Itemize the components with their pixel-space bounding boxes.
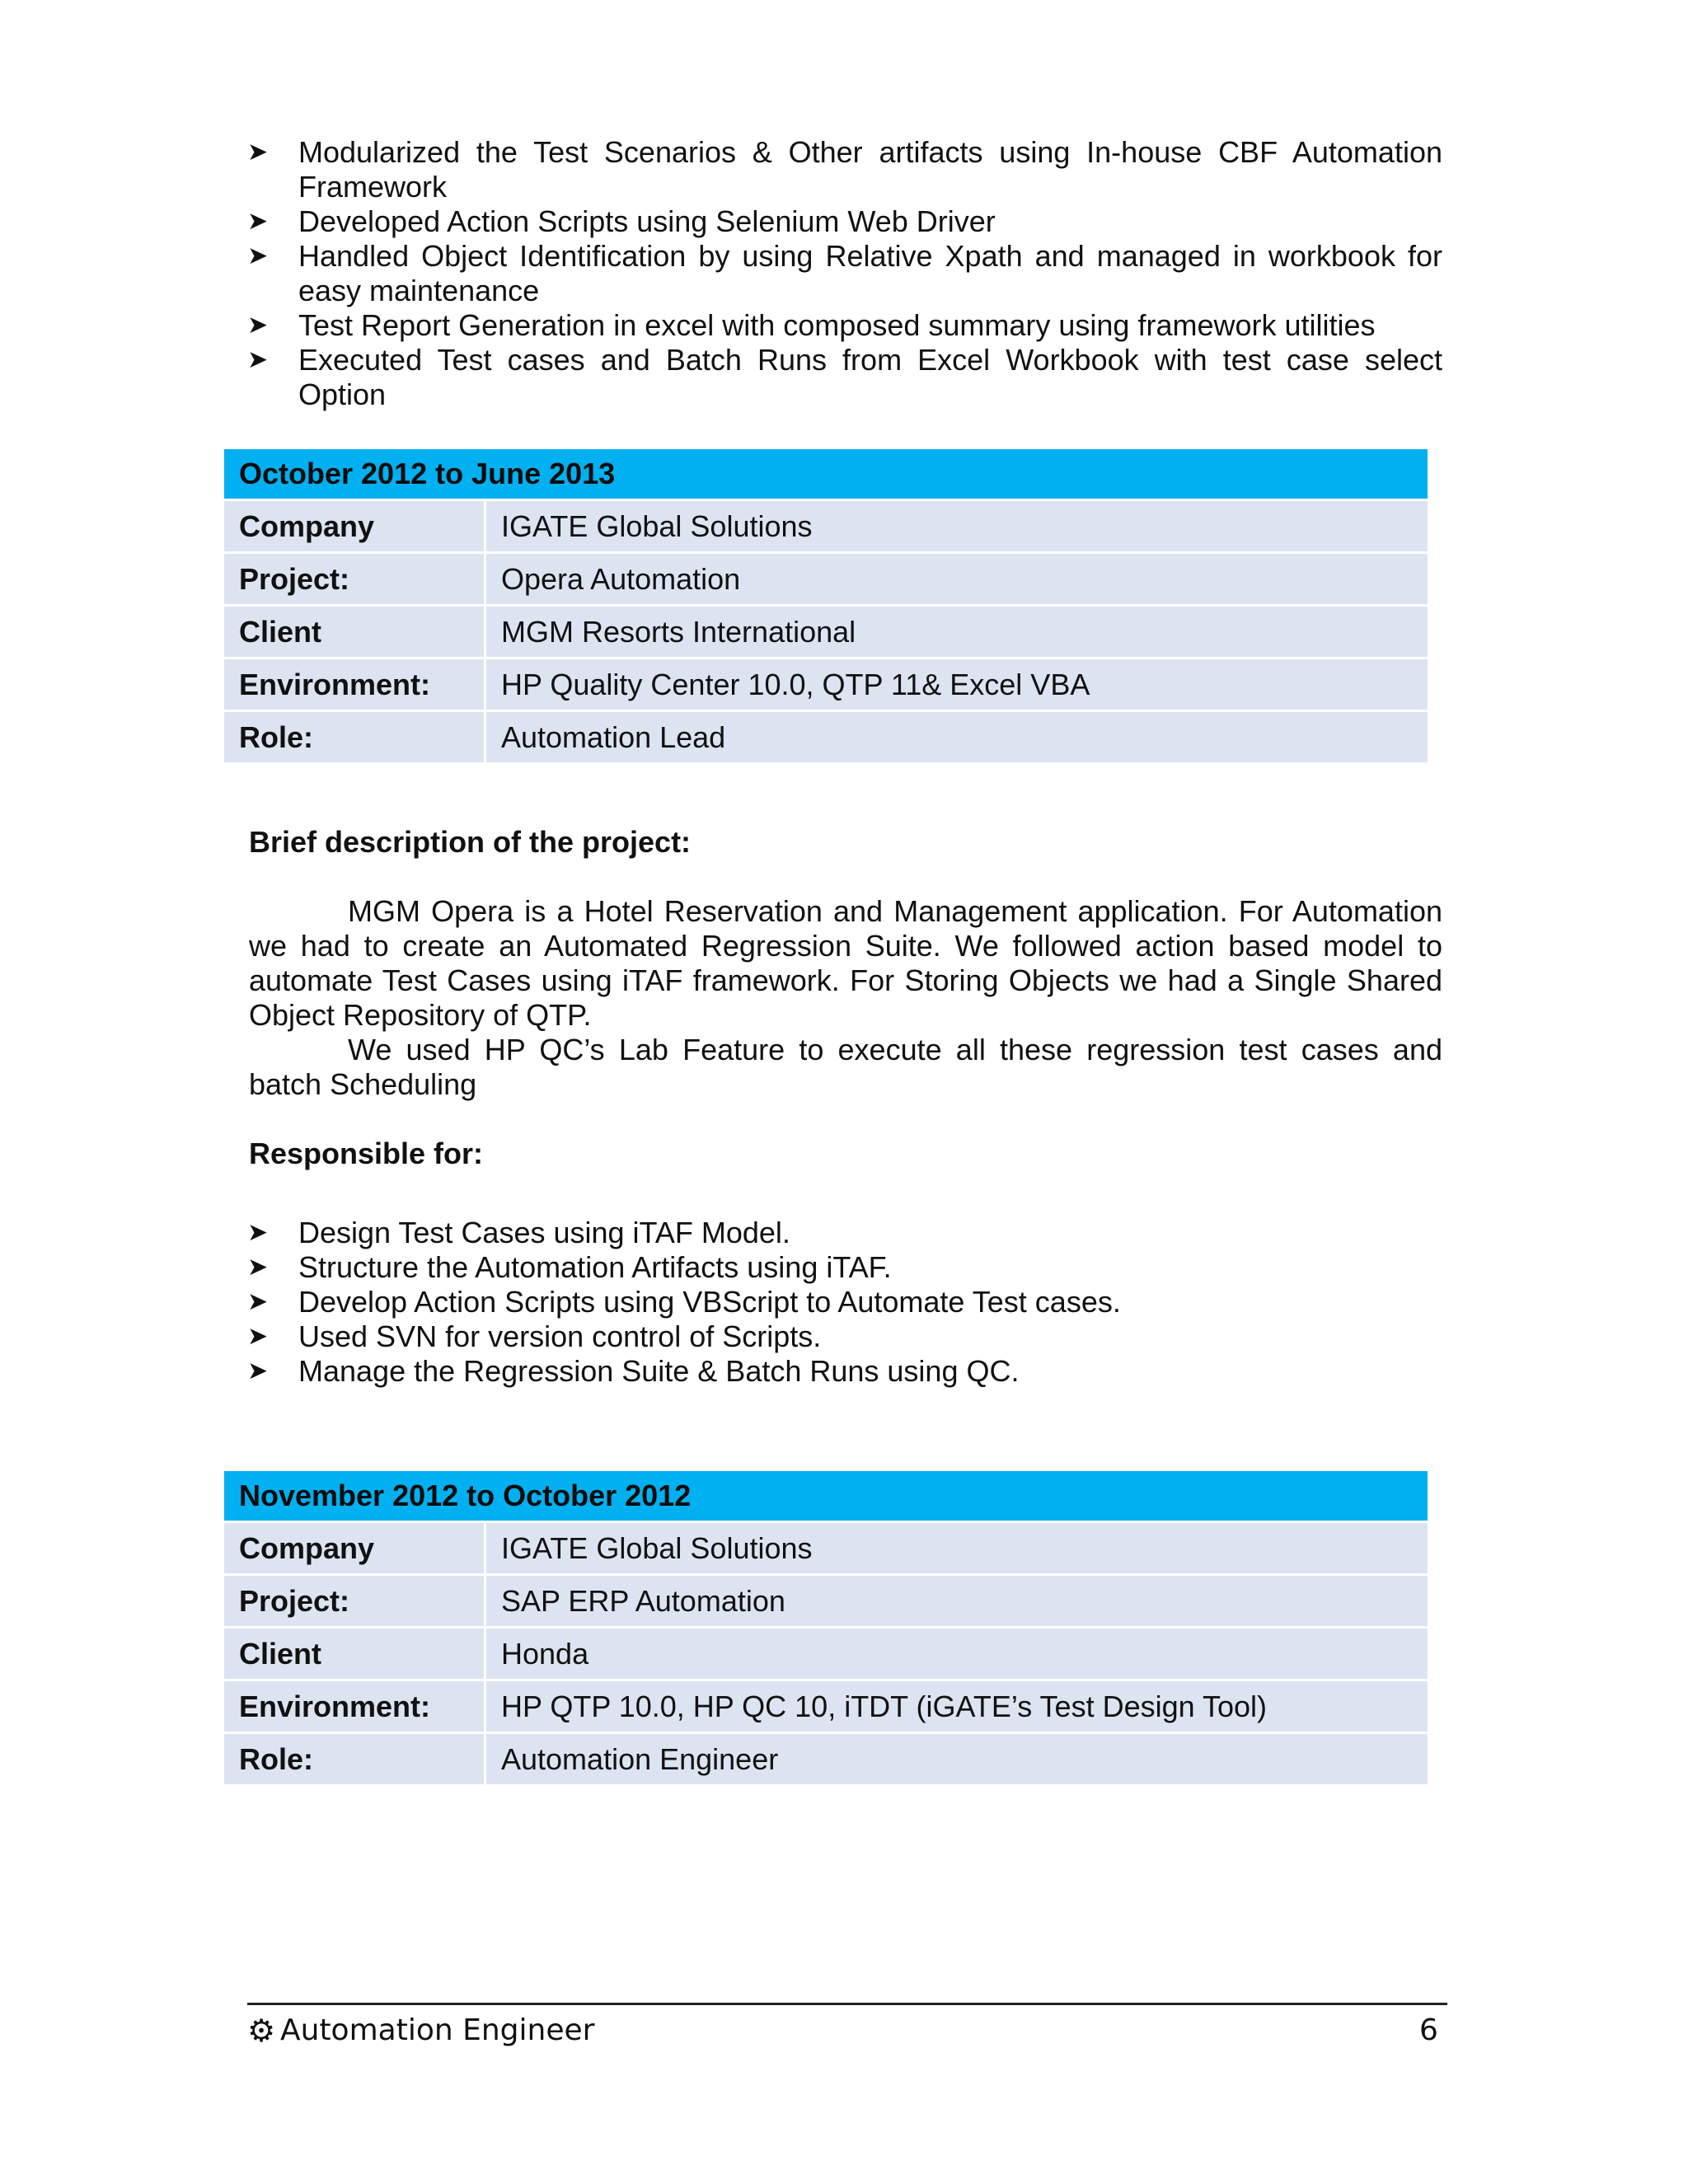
footer-title: ⚙ Automation Engineer bbox=[247, 2013, 595, 2049]
arrow-bullet-icon: ➤ bbox=[247, 1254, 269, 1281]
page-number: 6 bbox=[1419, 2013, 1438, 2047]
table-row bbox=[224, 657, 1428, 710]
row-label: Project: bbox=[224, 551, 486, 604]
arrow-bullet-icon: ➤ bbox=[247, 1323, 269, 1350]
row-value: Automation Lead bbox=[486, 710, 1428, 762]
list-item: ➤ Handled Object Identification by using Relative Xpath and managed in workbook for easy maintenance bbox=[247, 239, 1442, 307]
row-value: Opera Automation bbox=[486, 551, 1428, 604]
arrow-bullet-icon: ➤ bbox=[247, 1288, 269, 1315]
row-label: Company bbox=[224, 1521, 486, 1573]
arrow-bullet-icon: ➤ bbox=[247, 1219, 269, 1246]
row-value: IGATE Global Solutions bbox=[486, 1521, 1428, 1573]
arrow-bullet-icon: ➤ bbox=[247, 208, 269, 235]
project1-period: October 2012 to June 2013 bbox=[224, 449, 1428, 499]
row-value: Automation Engineer bbox=[486, 1732, 1428, 1784]
row-label: Client bbox=[224, 604, 486, 657]
top-bullet-list bbox=[247, 135, 1442, 412]
brief-heading: Brief description of the project: bbox=[249, 825, 692, 859]
responsible-list bbox=[247, 1216, 1442, 1389]
arrow-bullet-icon: ➤ bbox=[247, 138, 269, 166]
list-item: ➤ Manage the Regression Suite & Batch Runs using QC. bbox=[247, 1354, 1020, 1388]
table-row bbox=[224, 499, 1428, 551]
gear-icon: ⚙ bbox=[247, 2013, 276, 2049]
table-row bbox=[224, 1679, 1428, 1732]
row-label: Client bbox=[224, 1626, 486, 1679]
row-label: Environment: bbox=[224, 657, 486, 710]
list-item: ➤ Develop Action Scripts using VBScript to Automate Test cases. bbox=[247, 1285, 1121, 1319]
arrow-bullet-icon: ➤ bbox=[247, 312, 269, 339]
table-row bbox=[224, 1732, 1428, 1784]
row-label: Role: bbox=[224, 1732, 486, 1784]
row-value: HP QTP 10.0, HP QC 10, iTDT (iGATE’s Test Design Tool) bbox=[486, 1679, 1428, 1732]
list-item: ➤ Executed Test cases and Batch Runs from Excel Workbook with test case select Option bbox=[247, 343, 1442, 411]
row-label: Project: bbox=[224, 1573, 486, 1626]
table-header-row bbox=[224, 449, 1428, 499]
list-item: ➤ Structure the Automation Artifacts using iTAF. bbox=[247, 1250, 892, 1284]
row-value: SAP ERP Automation bbox=[486, 1573, 1428, 1626]
row-value: IGATE Global Solutions bbox=[486, 499, 1428, 551]
footer-divider bbox=[247, 2003, 1447, 2005]
table-row bbox=[224, 710, 1428, 762]
table-header-row bbox=[224, 1471, 1428, 1521]
project2-period: November 2012 to October 2012 bbox=[224, 1471, 1428, 1521]
brief-paragraph: MGM Opera is a Hotel Reservation and Management application. For Automation we had to create an Automated Regression Suite. We followed action based model to automate Test Cases using iTAF framework. For Storing Objects we had a Single Shared Object Repository of QTP. We used HP QC’s Lab Feature to execute all these regression test cases and batch Scheduling bbox=[249, 894, 1442, 1101]
project2-table bbox=[224, 1471, 1428, 1784]
row-label: Role: bbox=[224, 710, 486, 762]
table-row bbox=[224, 1626, 1428, 1679]
list-item: ➤ Test Report Generation in excel with composed summary using framework utilities bbox=[247, 308, 1376, 342]
list-item: ➤ Design Test Cases using iTAF Model. bbox=[247, 1216, 790, 1249]
row-label: Environment: bbox=[224, 1679, 486, 1732]
table-row bbox=[224, 551, 1428, 604]
responsible-heading: Responsible for: bbox=[249, 1137, 484, 1170]
table-row bbox=[224, 1573, 1428, 1626]
arrow-bullet-icon: ➤ bbox=[247, 242, 269, 269]
list-item: ➤ Used SVN for version control of Scripts. bbox=[247, 1319, 822, 1353]
list-item: ➤ Developed Action Scripts using Selenium Web Driver bbox=[247, 204, 996, 238]
table-row bbox=[224, 604, 1428, 657]
arrow-bullet-icon: ➤ bbox=[247, 1357, 269, 1385]
row-value: Honda bbox=[486, 1626, 1428, 1679]
row-value: HP Quality Center 10.0, QTP 11& Excel VBA bbox=[486, 657, 1428, 710]
row-label: Company bbox=[224, 499, 486, 551]
table-row bbox=[224, 1521, 1428, 1573]
row-value: MGM Resorts International bbox=[486, 604, 1428, 657]
list-item: ➤ Modularized the Test Scenarios & Other artifacts using In-house CBF Automation Framework bbox=[247, 135, 1442, 204]
arrow-bullet-icon: ➤ bbox=[247, 346, 269, 373]
project1-table bbox=[224, 449, 1428, 762]
